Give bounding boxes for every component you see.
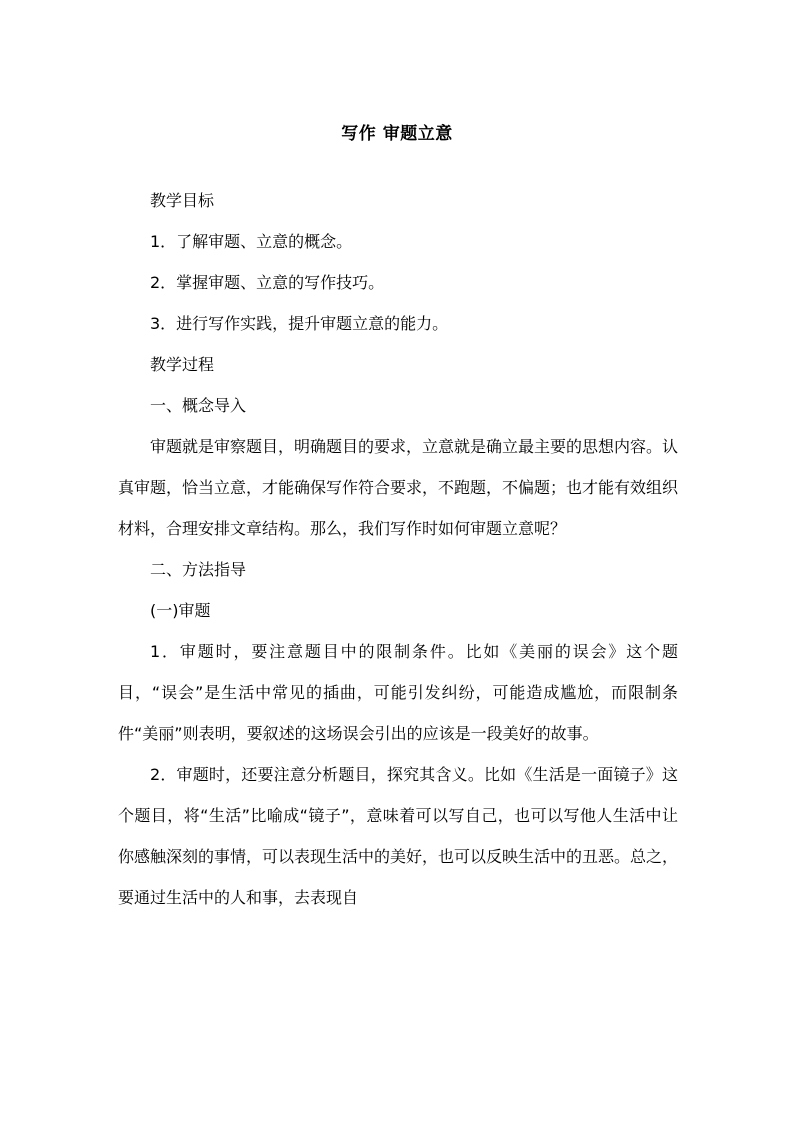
goal-item-2: 2．掌握审题、立意的写作技巧。	[150, 273, 385, 292]
subsection-shenti: (一)审题	[150, 601, 211, 620]
document-body	[118, 180, 678, 918]
goal-item-3: 3．进行写作实践，提升审题立意的能力。	[150, 314, 449, 333]
section-concept-intro: 一、概念导入	[150, 396, 247, 415]
section-method-guide: 二、方法指导	[150, 560, 247, 579]
paragraph-method-2: 2．审题时，还要注意分析题目，探究其含义。比如《生活是一面镜子》这个题目，将“生活”比喻成“镜子”，意味着可以写自己，也可以写他人生活中让你感触深刻的事情，可以表现生活中的美好，也可以反映生活中的丑恶。总之，要通过生活中的人和事，去表现自	[118, 765, 679, 907]
document-title: 写作 审题立意	[341, 124, 453, 144]
paragraph-concept: 审题就是审察题目，明确题目的要求，立意就是确立最主要的思想内容。认真审题，恰当立意，才能确保写作符合要求，不跑题，不偏题；也才能有效组织材料，合理安排文章结构。那么，我们写作时如何审题立意呢？	[118, 437, 679, 538]
goal-item-1: 1．了解审题、立意的概念。	[150, 232, 353, 251]
paragraph-method-1: 1．审题时，要注意题目中的限制条件。比如《美丽的误会》这个题目，“误会”是生活中常见的插曲，可能引发纠纷，可能造成尴尬，而限制条件“美丽”则表明，要叙述的这场误会引出的应该是一段美好的故事。	[118, 642, 678, 743]
heading-teaching-process: 教学过程	[150, 355, 215, 374]
heading-teaching-goals: 教学目标	[150, 191, 215, 210]
